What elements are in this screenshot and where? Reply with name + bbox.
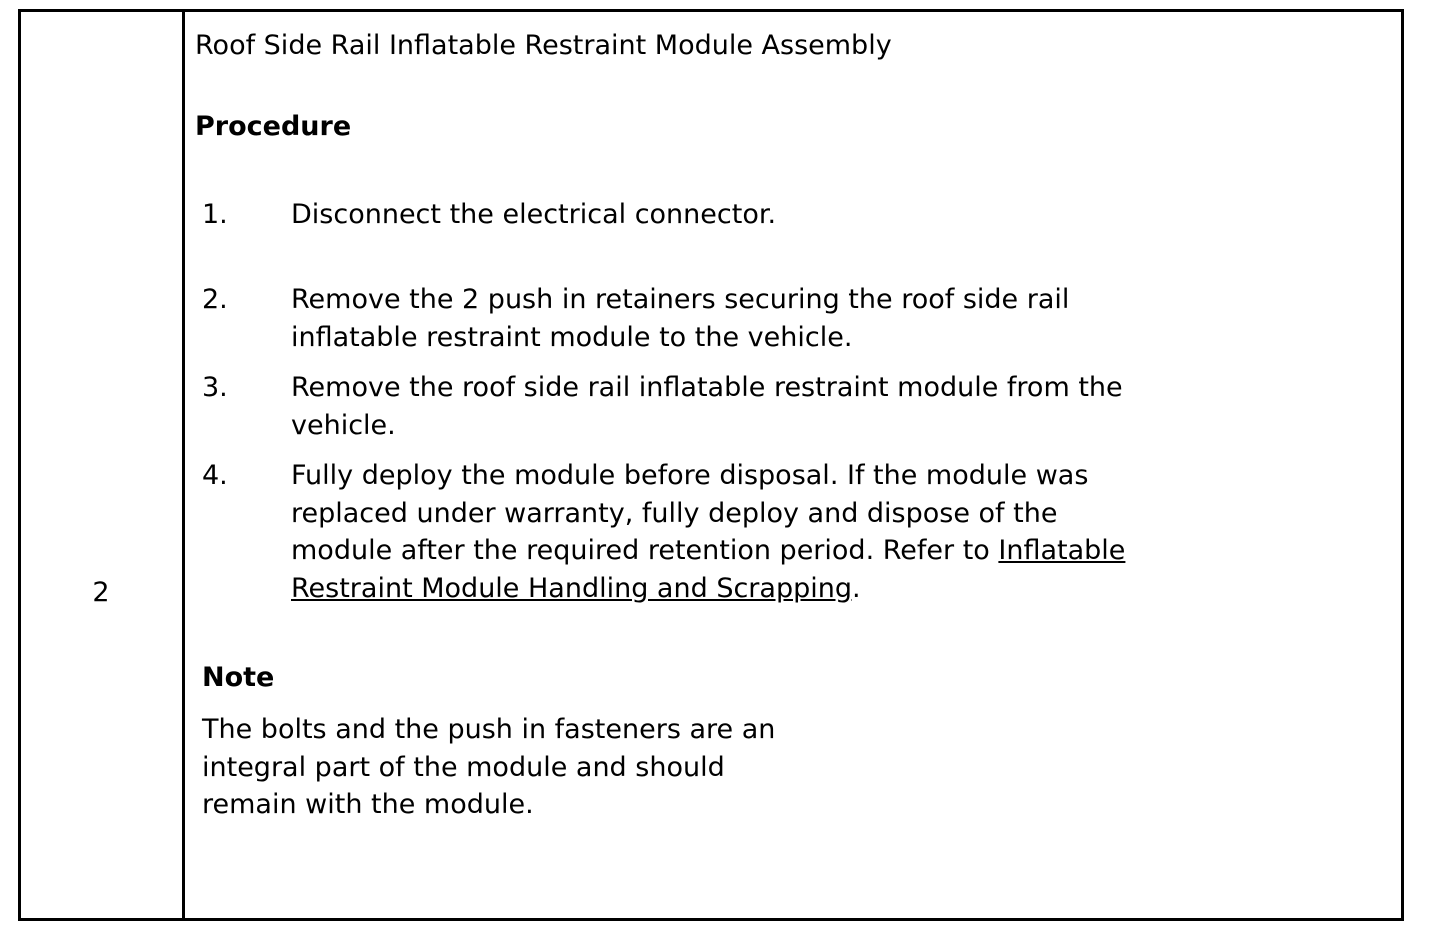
procedure-step-3 <box>202 369 1282 444</box>
step-3-line-2: vehicle. <box>291 409 396 441</box>
procedure-step-1 <box>202 196 1282 234</box>
step-3-text <box>291 369 1282 444</box>
note-line-1: The bolts and the push in fasteners are an <box>202 714 776 745</box>
step-3-number: 3. <box>202 372 228 403</box>
procedure-heading: Procedure <box>195 111 352 142</box>
note-line-2: integral part of the module and should <box>202 751 725 783</box>
step-4-line-2: replaced under warranty, fully deploy and dispose of the <box>291 497 1058 529</box>
note-heading: Note <box>202 662 275 693</box>
step-4-suffix: . <box>851 572 861 604</box>
scrapping-link-part-1[interactable]: Inflatable <box>998 535 1126 566</box>
step-4-line-3-prefix: module after the required retention period. Refer to <box>291 535 999 566</box>
step-3-line-1: Remove the roof side rail inflatable restraint module from the <box>291 372 1123 403</box>
procedure-step-4 <box>202 457 1282 607</box>
section-title: Roof Side Rail Inflatable Restraint Module Assembly <box>195 30 892 61</box>
step-2-text <box>291 281 1282 356</box>
step-2-line-1: Remove the 2 push in retainers securing the roof side rail <box>291 284 1070 315</box>
note-text <box>202 711 775 824</box>
note-line-3: remain with the module. <box>202 789 534 820</box>
step-4-line-4 <box>291 570 1282 608</box>
step-1-number: 1. <box>202 199 228 230</box>
step-4-text <box>291 457 1282 607</box>
step-4-line-3 <box>291 532 1282 570</box>
step-1-text: Disconnect the electrical connector. <box>291 199 777 230</box>
scrapping-link-part-2[interactable]: Restraint Module Handling and Scrapping <box>291 572 852 604</box>
procedure-step-2 <box>202 281 1282 356</box>
step-4-line-1: Fully deploy the module before disposal. If the module was <box>291 460 1089 491</box>
step-4-number: 4. <box>202 460 228 491</box>
step-2-number: 2. <box>202 284 228 315</box>
column-divider <box>182 9 185 921</box>
step-number-cell: 2 <box>92 577 110 608</box>
step-2-line-2: inflatable restraint module to the vehicle. <box>291 321 853 353</box>
